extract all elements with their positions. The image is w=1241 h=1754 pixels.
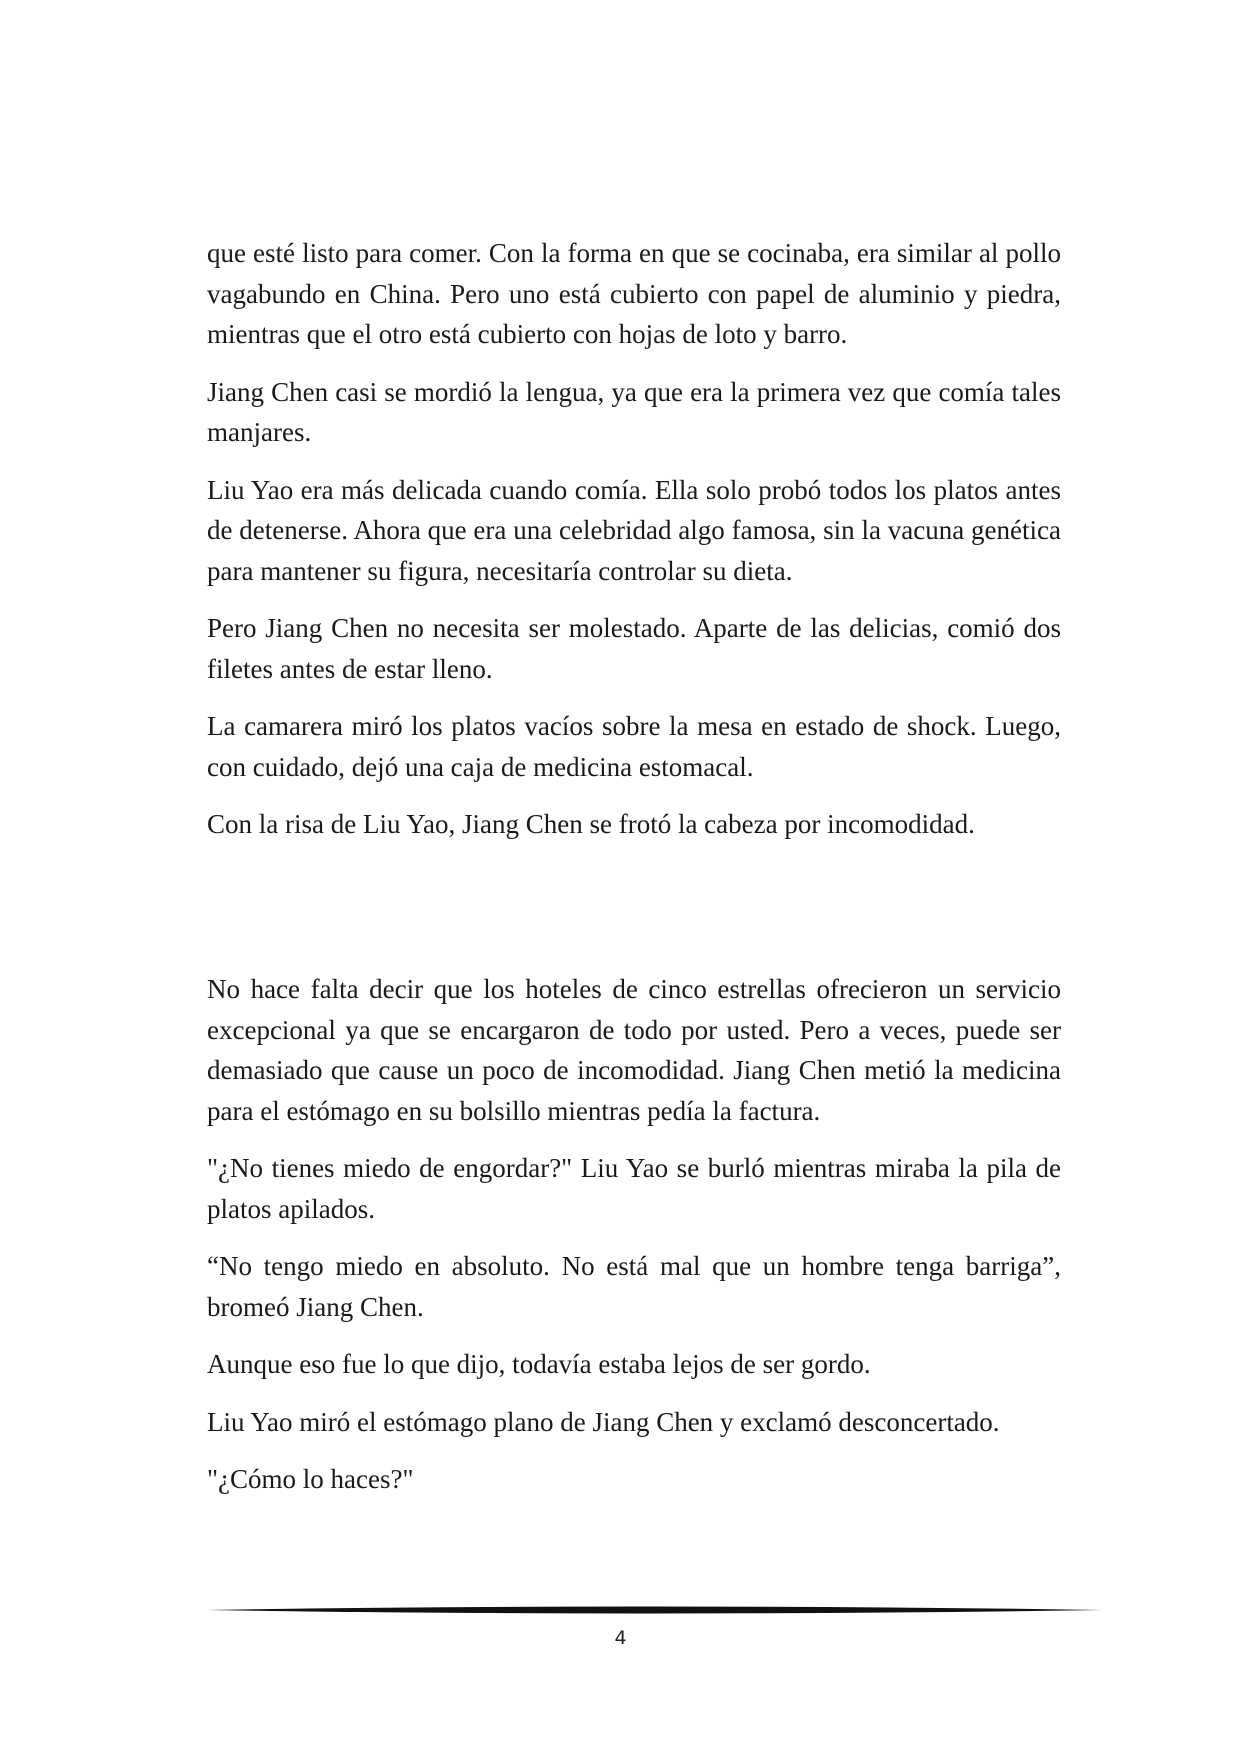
paragraph: Aunque eso fue lo que dijo, todavía estaba lejos de ser gordo. [207, 1349, 871, 1379]
paragraph: “No tengo miedo en absoluto. No está mal que un hombre tenga barriga”, bromeó Jiang Chen. [207, 1251, 1061, 1322]
paragraph: Jiang Chen casi se mordió la lengua, ya que era la primera vez que comía tales manjares. [207, 376, 1061, 447]
paragraph: La camarera miró los platos vacíos sobre la mesa en estado de shock. Luego, con cuidado, dejó una caja de medicina estomacal. [207, 711, 1061, 782]
text-section-2 [207, 969, 1061, 1517]
paragraph: "¿No tienes miedo de engordar?" Liu Yao se burló mientras miraba la pila de platos apilados. [207, 1153, 1061, 1224]
paragraph: No hace falta decir que los hoteles de cinco estrellas ofrecieron un servicio excepcional ya que se encargaron de todo por usted. Pero a veces, puede ser demasiado que cause un poco de incomodidad. Jiang Chen metió la medicina para el estómago en su bolsillo mientras pedía la factura. [207, 974, 1061, 1126]
paragraph: "¿Cómo lo haces?" [207, 1464, 414, 1494]
paragraph: Pero Jiang Chen no necesita ser molestado. Aparte de las delicias, comió dos filetes antes de estar lleno. [207, 613, 1061, 684]
text-section-1 [207, 233, 1061, 862]
page-number: 4 [614, 1627, 627, 1649]
paragraph: Con la risa de Liu Yao, Jiang Chen se frotó la cabeza por incomodidad. [207, 809, 975, 839]
footer-divider [207, 1604, 1103, 1616]
paragraph: Liu Yao era más delicada cuando comía. Ella solo probó todos los platos antes de detenerse. Ahora que era una celebridad algo famosa, sin la vacuna genética para mantener su figura, necesitaría controlar su dieta. [207, 474, 1061, 586]
paragraph: que esté listo para comer. Con la forma en que se cocinaba, era similar al pollo vagabundo en China. Pero uno está cubierto con papel de aluminio y piedra, mientras que el otro está cubierto con hojas de loto y barro. [207, 238, 1061, 349]
paragraph: Liu Yao miró el estómago plano de Jiang Chen y exclamó desconcertado. [207, 1406, 1000, 1437]
